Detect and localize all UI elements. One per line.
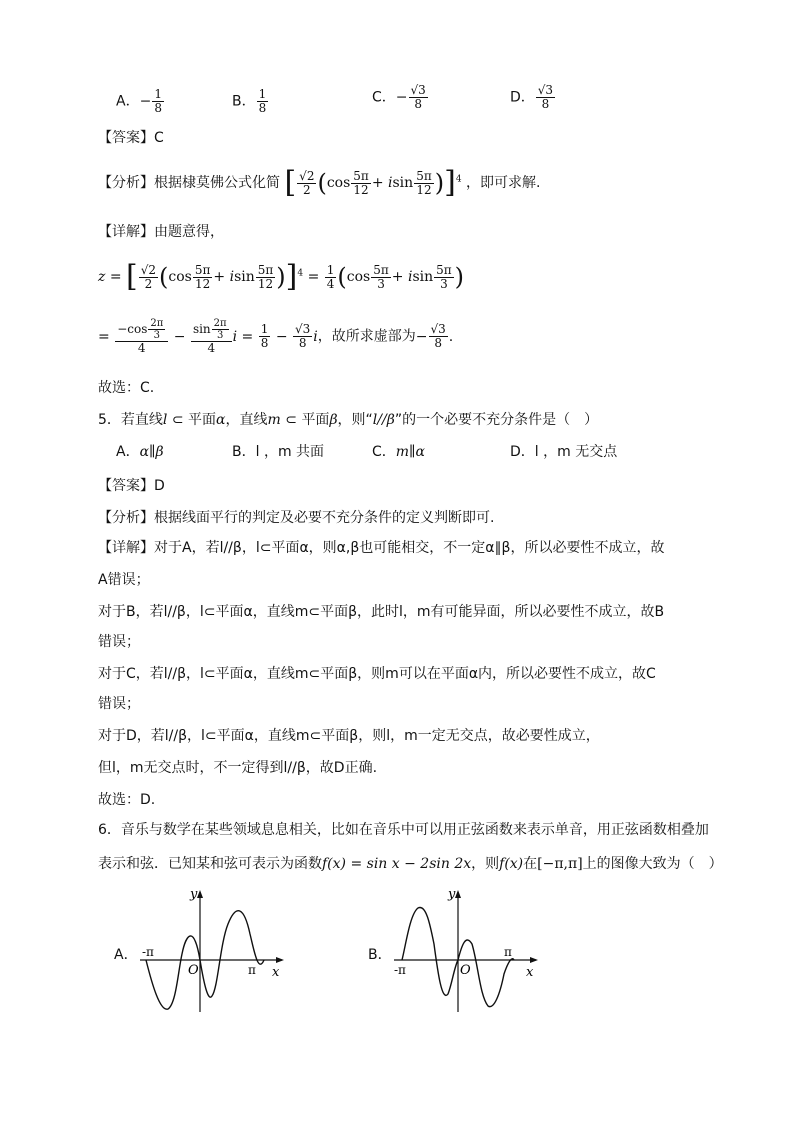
q5-detail-line-1: 【详解】对于A，若l//β，l⊂平面α，则α,β也可能相交，不一定α∥β，所以必要性不成立，故 [98,540,665,556]
q4-option-b: B． $\frac{1}{8}$ [232,87,267,115]
graph-a-neg-pi: -π [142,945,154,959]
q5-answer: 【答案】D [98,478,165,494]
graph-b-x-arrow [530,957,538,963]
q5-option-c: C．m∥α [372,444,425,460]
graph-b-y-label: y [448,887,456,902]
q5-detail-line-2: A错误； [98,572,150,588]
graph-a [132,884,292,1014]
q6-stem-line-1: 6．音乐与数学在某些领域息息相关，比如在音乐中可以用正弦函数来表示单音，用正弦函数相叠加 [98,822,709,838]
q4-option-a: A．− $\frac{1}{8}$ [116,87,162,115]
q5-analysis: 【分析】根据线面平行的判定及必要不充分条件的定义判断即可. [98,510,495,526]
q5-option-d: D．l ，m 无交点 [510,444,618,460]
graph-b-x-label: x [526,965,534,980]
q4-detail: 【详解】由题意得， [98,224,224,240]
graph-a-origin: O [188,963,199,978]
q5-stem: 5．若直线l ⊂ 平面α，直线m ⊂ 平面β，则“l//β”的一个必要不充分条件是（ ） [98,412,599,428]
q4-choose: 故选：C. [98,380,155,396]
q5-detail-line-6: 错误； [98,696,140,712]
q4-analysis: 【分析】根据棣莫佛公式化简 [ $\frac{√2}{2}$ (cos $\frac{5\pi}{12}$ + isin $\frac{5\pi}{12}$ )]$^4$ ，即可求解. [98,165,541,200]
graph-b-origin: O [460,963,471,978]
graph-a-y-arrow [197,890,203,898]
q5-option-a: A．α∥β [116,444,164,460]
graph-a-x-label: x [272,965,280,980]
q5-option-b: B．l ，m 共面 [232,444,325,460]
graph-a-label: A． [114,947,138,963]
q5-choose: 故选：D. [98,792,156,808]
q4-formula-1: z = [ $\frac{√2}{2}$ (cos $\frac{5\pi}{12}$ + isin $\frac{5\pi}{12}$ )]$^4$ = $\frac{1}{4}$ (cos $\frac{5\pi}{3}$ + isin $\frac{5\pi}{3}$ ) [98,259,465,294]
graph-b [386,884,546,1014]
graph-b-y-arrow [455,890,461,898]
q6-stem-line-2: 表示和弦．已知某和弦可表示为函数f(x) = sin x − 2sin 2x，则f(x)在[−π,π]上的图像大致为（ ） [98,856,723,872]
q5-detail-line-5: 对于C，若l//β，l⊂平面α，直线m⊂平面β，则m可以在平面α内，所以必要性不成立，故C [98,666,656,682]
graph-a-pi: π [248,963,256,977]
graph-b-pi: π [504,945,512,959]
q4-option-d: D． $\frac{√3}{8}$ [510,83,554,111]
q5-detail-line-3: 对于B，若l//β，l⊂平面α，直线m⊂平面β，此时l，m有可能异面，所以必要性不成立，故B [98,604,665,620]
q5-detail-line-8: 但l，m无交点时，不一定得到l//β，故D正确. [98,760,378,776]
q4-formula-2: = −cos $\frac{2\pi}{3}$ 4 − sin $\frac{2\pi}{3}$ 4 i = $\frac{1}{8}$ − $\frac{√3}{8}$ i，故所求虚部为− $\frac{√3}{8}$ . [98,318,454,355]
graph-b-label: B． [368,947,392,963]
graph-a-x-arrow [276,957,284,963]
q5-detail-line-4: 错误； [98,634,140,650]
q4-option-c: C．− $\frac{√3}{8}$ [372,83,426,111]
q5-detail-line-7: 对于D，若l//β，l⊂平面α，直线m⊂平面β，则l，m一定无交点，故必要性成立， [98,728,600,744]
graph-b-neg-pi: -π [394,963,406,977]
graph-a-y-label: y [190,887,198,902]
q4-answer: 【答案】C [98,130,164,146]
